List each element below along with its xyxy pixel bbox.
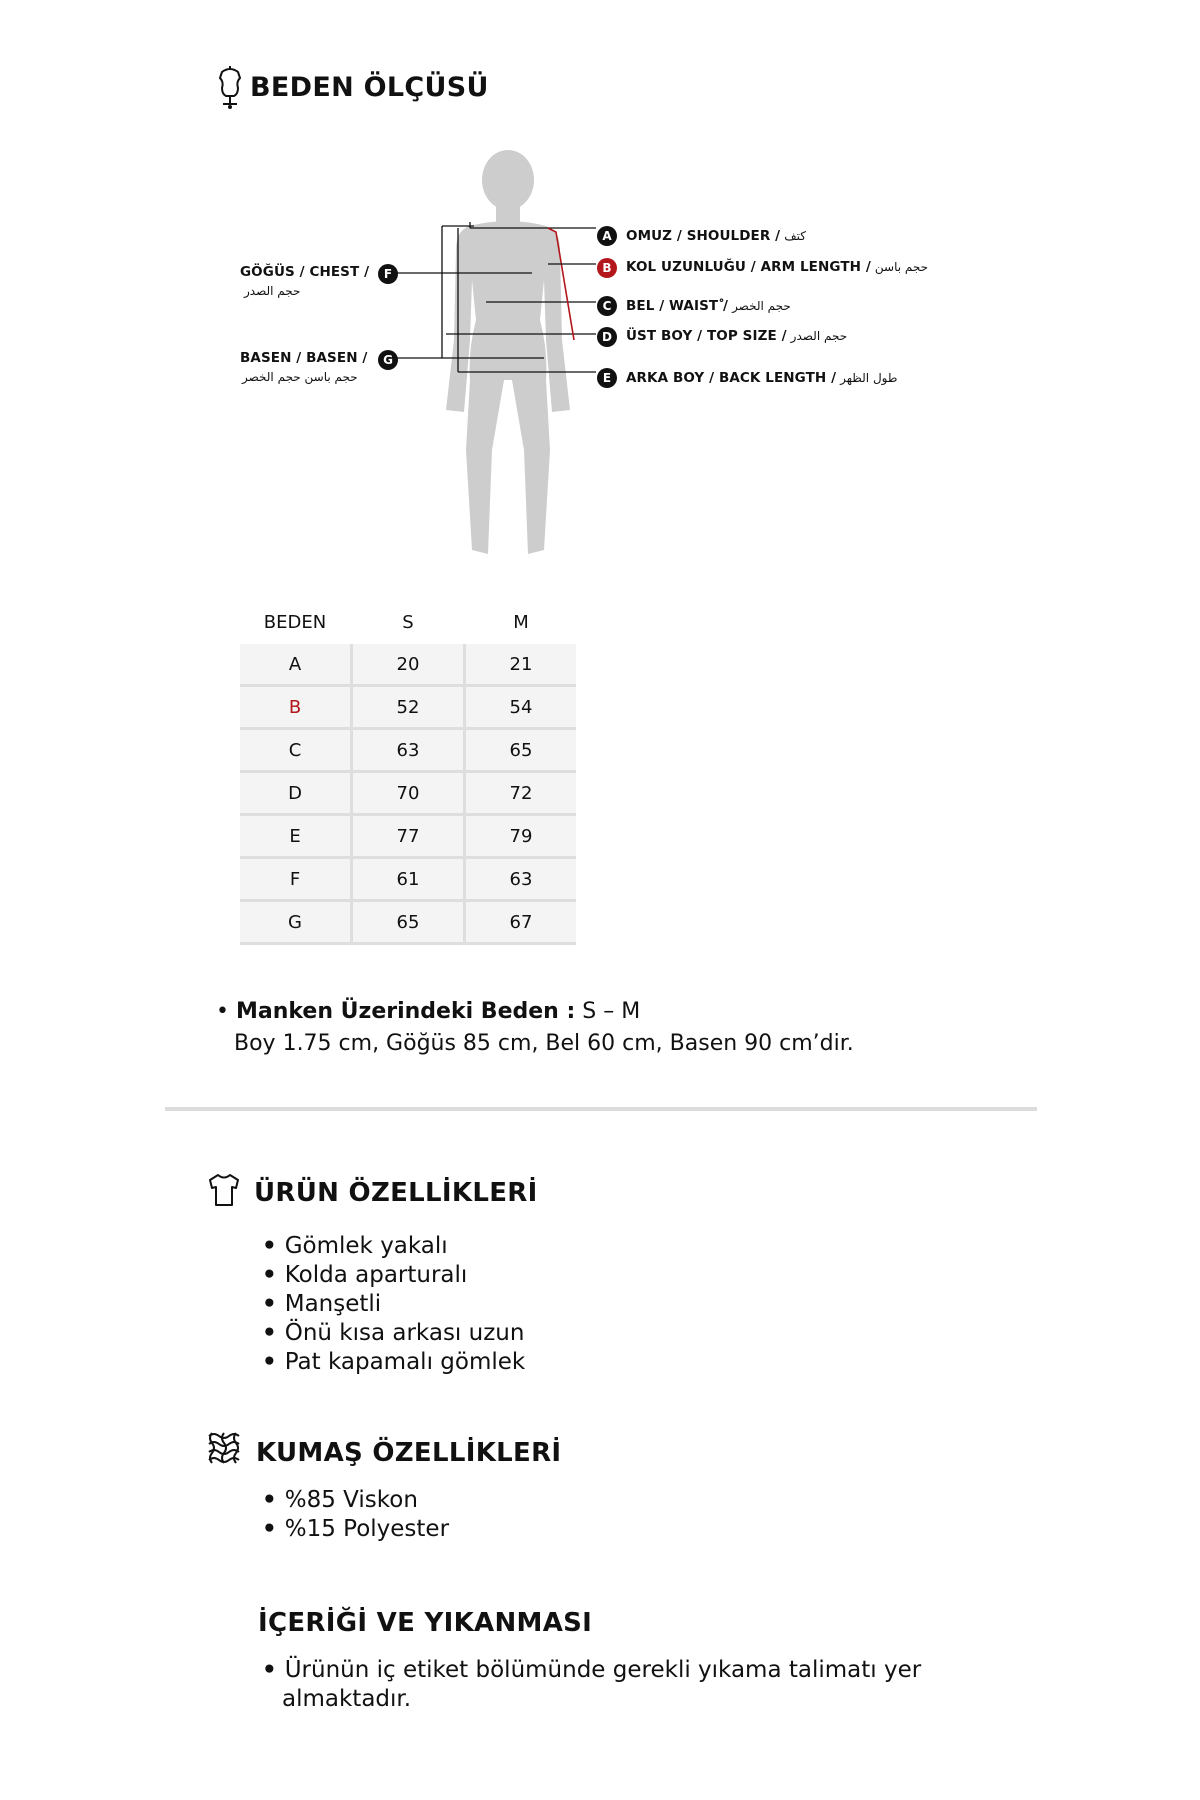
table-row (240, 859, 576, 902)
model-size-line: • Manken Üzerindeki Beden : S – M (216, 999, 641, 1024)
table-row (240, 687, 576, 730)
chest-label-arabic: حجم الصدر (244, 284, 301, 298)
model-size-value: S – M (582, 999, 641, 1024)
fabric-texture-icon (206, 1430, 244, 1468)
waist-label: BEL / WAISTْ / حجم الخصر (626, 298, 791, 314)
shoulder-label: OMUZ / SHOULDER / كتف (626, 228, 806, 244)
col-header-m: M (513, 611, 529, 633)
row-key: G (240, 902, 350, 945)
badge-e: E (597, 368, 617, 388)
back-length-label: ARKA BOY / BACK LENGTH / طول الظهر (626, 370, 898, 386)
col-header-size: BEDEN (263, 611, 327, 633)
care-list (262, 1656, 982, 1714)
row-key: E (240, 816, 350, 859)
row-key: D (240, 773, 350, 816)
badge-g: G (378, 350, 398, 370)
list-item: • Gömlek yakalı (262, 1232, 525, 1261)
list-item: • %85 Viskon (262, 1486, 449, 1515)
top-size-label: ÜST BOY / TOP SIZE / حجم الصدر (626, 328, 848, 344)
cell-m: 72 (463, 773, 576, 816)
list-item: • Pat kapamalı gömlek (262, 1348, 525, 1377)
table-row (240, 644, 576, 687)
body-silhouette (400, 150, 600, 560)
row-key: A (240, 644, 350, 687)
hips-label-arabic: حجم باسن حجم الخصر (242, 370, 358, 384)
row-key: B (240, 687, 350, 730)
badge-a: A (597, 226, 617, 246)
row-key: F (240, 859, 350, 902)
hips-label: BASEN / BASEN / (240, 350, 368, 366)
row-key: C (240, 730, 350, 773)
table-row (240, 773, 576, 816)
care-title: İÇERİĞİ VE YIKANMASI (258, 1608, 593, 1638)
table-row (240, 730, 576, 773)
cell-s: 20 (350, 644, 463, 687)
list-item: • Kolda aparturalı (262, 1261, 525, 1290)
col-header-s: S (402, 611, 414, 633)
badge-b: B (597, 258, 617, 278)
badge-f: F (378, 264, 398, 284)
section-divider (165, 1107, 1037, 1111)
list-item: • %15 Polyester (262, 1515, 449, 1544)
model-measurements: Boy 1.75 cm, Göğüs 85 cm, Bel 60 cm, Basen 90 cm’dir. (234, 1031, 854, 1056)
list-item: • Ürünün iç etiket bölümünde gerekli yıkama talimatı yer almaktadır. (262, 1656, 982, 1714)
size-table (240, 600, 576, 945)
cell-s: 65 (350, 902, 463, 945)
cell-s: 70 (350, 773, 463, 816)
cell-s: 61 (350, 859, 463, 902)
cell-m: 79 (463, 816, 576, 859)
cell-s: 77 (350, 816, 463, 859)
cell-m: 63 (463, 859, 576, 902)
mannequin-icon (214, 64, 246, 110)
fabric-features-title: KUMAŞ ÖZELLİKLERİ (256, 1438, 562, 1468)
list-item: • Önü kısa arkası uzun (262, 1319, 525, 1348)
cell-m: 21 (463, 644, 576, 687)
cell-m: 65 (463, 730, 576, 773)
model-info (216, 996, 854, 1060)
page-title: BEDEN ÖLÇÜSÜ (250, 72, 489, 103)
badge-c: C (597, 296, 617, 316)
cell-m: 54 (463, 687, 576, 730)
chest-label: GÖĞÜS / CHEST / (240, 264, 370, 280)
table-row (240, 902, 576, 945)
list-item: • Manşetli (262, 1290, 525, 1319)
product-features-title: ÜRÜN ÖZELLİKLERİ (254, 1178, 538, 1208)
arm-length-label: KOL UZUNLUĞU / ARM LENGTH / حجم باسن (626, 259, 929, 275)
fabric-features-list (262, 1486, 449, 1544)
product-features-list (262, 1232, 525, 1377)
size-table-header (240, 600, 576, 644)
tshirt-icon (206, 1172, 242, 1208)
table-row (240, 816, 576, 859)
cell-s: 63 (350, 730, 463, 773)
model-size-label: Manken Üzerindeki Beden : (235, 999, 576, 1024)
cell-s: 52 (350, 687, 463, 730)
badge-d: D (597, 327, 617, 347)
cell-m: 67 (463, 902, 576, 945)
